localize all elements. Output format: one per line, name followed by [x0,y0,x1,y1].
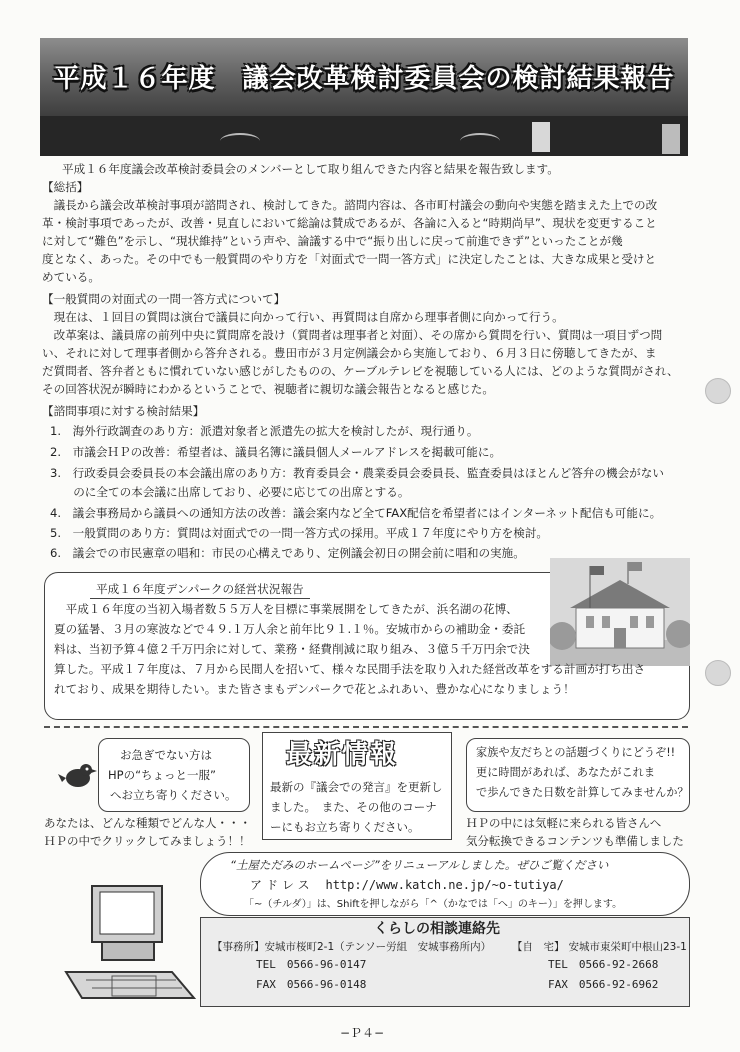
qa-line: い、それに対して理事者側から答弁される。豊田市が３月定例議会から実施しており、６月３日に傍聴してきたが、ま [42,346,657,360]
results-heading: 【諮問事項に対する検討結果】 [42,404,205,418]
hp-right-line: 家族や友だちとの話題づくりにどうぞ!! [476,746,676,759]
office-label: 【事務所】 [212,941,265,953]
home-address: 安城市東栄町中根山23-1 [568,941,687,953]
renewal-address-label: アドレス [250,878,314,892]
microphone-icon [460,133,500,149]
summary-line: に対して“難色”を示し、“現状維持”という声や、論議する中で“振り出しに戻って前進できず”といったことが幾 [42,234,623,248]
hp-left-below: あなたは、どんな種類でどんな人・・・ [44,816,251,830]
result-item: 2. 市議会ＨＰの改善：希望者は、議員名簿に議員個人メールアドレスを掲載可能に。 [50,445,502,459]
hp-right-line: 更に時間があれば、あなたがこれま [476,766,656,779]
result-item: のに全ての本会議に出席しており、必要に応じての出席とする。 [50,485,410,499]
qa-heading: 【一般質問の対面式の一問一答方式について】 [42,292,286,306]
summary-line: 度となく、あった。その中でも一般質問のやり方を「対面式で一問一答方式」に決定したことは、大きな成果と受けと [42,252,657,266]
denpark-line: 料は、当初予算４億２千万円余に対して、業務・経費削減に取り組み、３億５千万円余で決 [54,642,530,656]
hp-left-line: HPの“ちょっと一服” [108,768,216,782]
hp-left-line: へお立ち寄りください。 [110,788,237,802]
result-item: 4. 議会事務局から議員への通知方法の改善：議会案内など全てFAX配信を希望者にはインターネット配信も可能に。 [50,506,662,520]
denpark-line: 算した。平成１７年度は、７月から民間人を招いて、様々な民間手法を取り入れた経営改革をする計画が打ち出さ [54,662,646,676]
result-item: 3. 行政委員会委員長の本会議出席のあり方：教育委員会・農業委員会委員長、監査委員はほとんど答弁の機会がない [50,466,664,480]
qa-line: 現在は、１回目の質問は演台で議員に向かって行い、再質問は自席から理事者側に向かって行う。 [42,310,564,324]
qa-line: その回答状況が瞬時にわかるということで、視聴者に親切な議会報告となると感じた。 [42,382,494,396]
news-title: 最新情報 [286,740,399,770]
news-line: ました。 また、その他のコーナ [270,800,437,814]
hp-right-line: で歩んできた日数を計算してみませんか？ [476,786,689,799]
computer-icon [62,880,202,1010]
home-fax: FAX 0566-92-6962 [548,978,659,991]
result-item: 1. 海外行政調査のあり方：派遣対象者と派遣先の拡大を検討したが、現行通り。 [50,424,479,438]
summary-line: 議長から議会改革検討事項が諮問され、検討してきた。諮問内容は、各市町村議会の動向や実態を踏まえた上での改 [42,198,658,212]
denpark-line: 平成１６年度の当初入場者数５５万人を目標に事業展開をしてきたが、浜名湖の花博、 [54,602,518,616]
home-label: 【自 宅】 [512,941,565,953]
denpark-label: 平成１６年度デンパークの経営状況報告 [90,580,310,599]
renewal-note: 「~（チルダ）」は、Shiftを押しながら「^（かなでは「へ」のキー）」を押します。 [244,899,623,910]
summary-line: 革・検討事項であったが、改善・見直しにおいて総論は賛成であるが、各論に入ると“時期尚早”、現状を変更すること [42,216,657,230]
office-info [212,938,491,956]
bird-icon [58,756,98,796]
result-item: 6. 議会での市民憲章の唱和：市民の心構えであり、定例議会初日の開会前に唱和の実施。 [50,546,525,560]
office-address: 安城市桜町2-1（テンソー労組 安城事務所内） [264,941,492,953]
denpark-line: 夏の猛暑、３月の寒波などで４９.１万人余と前年比９１.１％。安城市からの補助金・委託 [54,622,526,636]
office-tel: TEL 0566-96-0147 [256,958,367,971]
office-fax: FAX 0566-96-0148 [256,978,367,991]
page-number: −Ｐ４− [340,1026,385,1040]
denpark-line: れており、成果を期待したい。また皆さまもデンパークで花とふれあい、豊かな心になりましょう！ [54,682,575,696]
qa-line: 改革案は、議員席の前列中央に質問席を設け（質問者は理事者と対面）、その席から質問を行い、質問は一項目ずつ問 [42,328,663,342]
hp-right-below: ＨＰの中には気軽に来られる皆さんへ [466,816,662,830]
news-line: 最新の『議会での発言』を更新し [270,780,443,794]
homepage-url[interactable]: http://www.katch.ne.jp/~o-tutiya/ [325,878,564,892]
news-line: ーにもお立ち寄りください。 [270,820,420,834]
nameplate-icon [532,122,550,152]
summary-line: めている。 [42,270,100,284]
hp-left-line: お急ぎでない方は [120,748,212,762]
denpark-building-photo [550,558,690,666]
contact-title: くらしの相談連絡先 [374,921,500,937]
banner-desk [40,116,688,156]
home-info [512,938,687,956]
nameplate-icon [662,124,680,154]
punch-hole [705,378,731,404]
homepage-url-link[interactable] [250,876,564,894]
hp-left-below: ＨＰの中でクリックしてみましょう！！ [44,834,251,848]
summary-heading: 【総括】 [42,180,89,194]
intro-text: 平成１６年度議会改革検討委員会のメンバーとして取り組んできた内容と結果を報告致します。 [62,162,559,176]
punch-hole [705,660,731,686]
qa-line: だ質問者、答弁者ともに慣れていない感じがしたものの、ケーブルテレビを視聴している人には、どのような質問がされ、 [42,364,679,378]
header-banner [40,38,688,156]
page-title: 平成１６年度 議会改革検討委員会の検討結果報告 [53,64,675,94]
divider [44,726,688,728]
home-tel: TEL 0566-92-2668 [548,958,659,971]
renewal-line: “土屋ただみのホームページ”をリニューアルしました。ぜひご覧ください [230,858,609,872]
hp-right-below: 気分転換できるコンテンツも準備しました [466,834,684,848]
result-item: 5. 一般質問のあり方：質問は対面式での一問一答方式の採用。平成１７年度にやり方を検討。 [50,526,549,540]
microphone-icon [220,133,260,149]
